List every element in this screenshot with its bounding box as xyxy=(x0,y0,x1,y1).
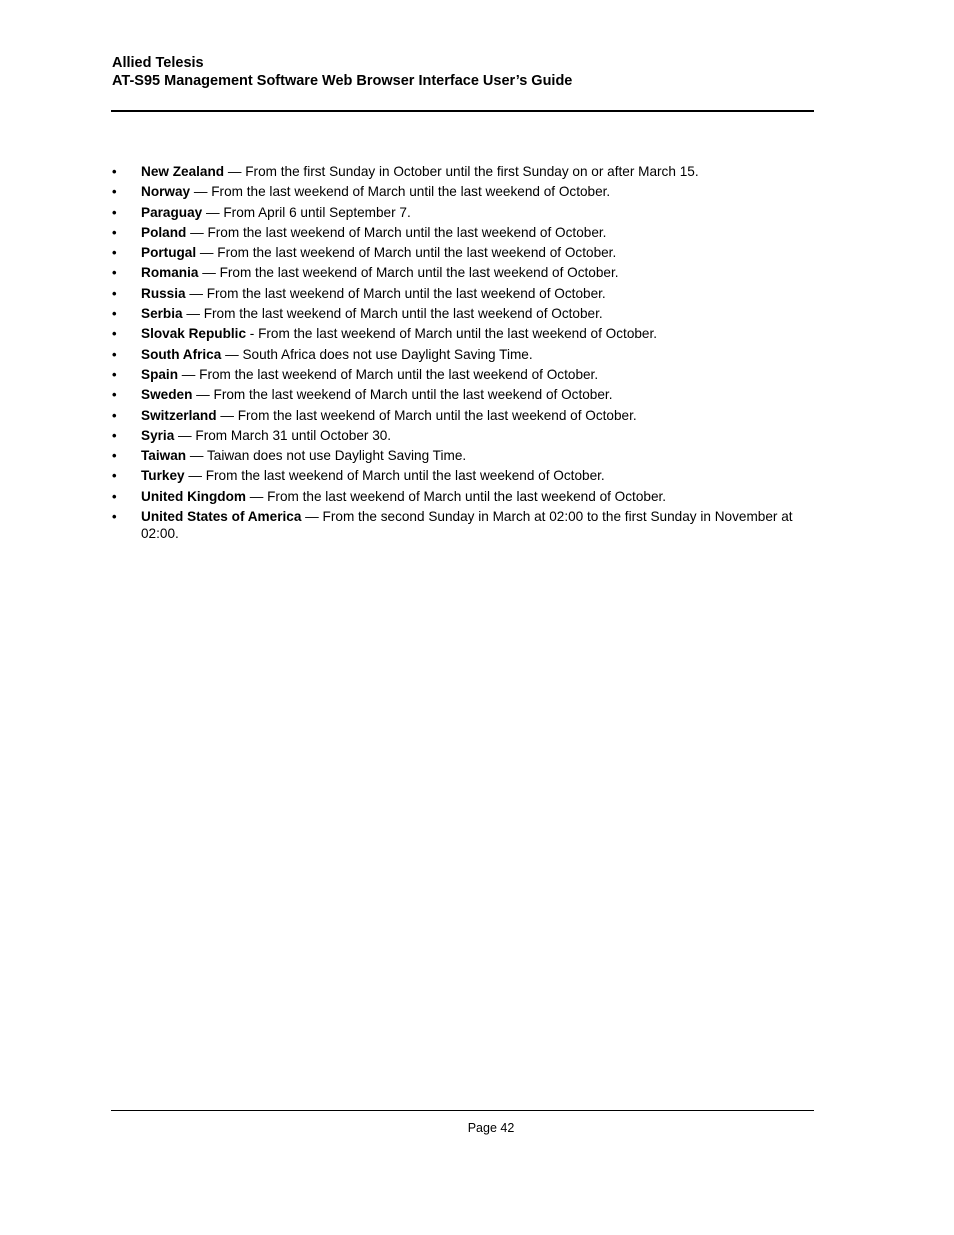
list-item xyxy=(112,508,814,542)
country-name: Sweden xyxy=(141,387,193,403)
bullet-icon: • xyxy=(112,306,117,322)
dst-description: — From March 31 until October 30. xyxy=(174,427,392,443)
list-item xyxy=(112,183,814,200)
list-item xyxy=(112,488,814,505)
dst-description: - From the last weekend of March until the last weekend of October. xyxy=(246,326,658,342)
bullet-icon: • xyxy=(112,346,117,362)
bullet-icon: • xyxy=(112,448,117,464)
bullet-icon: • xyxy=(112,509,117,525)
bullet-icon: • xyxy=(112,224,117,240)
page-number: Page 42 xyxy=(467,1121,515,1135)
list-item xyxy=(112,325,814,342)
bullet-icon: • xyxy=(112,285,117,301)
dst-country-list xyxy=(112,163,814,545)
bullet-icon: • xyxy=(112,366,117,382)
bullet-icon: • xyxy=(112,265,117,281)
dst-description: — From the last weekend of March until the last weekend of October. xyxy=(182,306,603,322)
list-item xyxy=(112,386,814,403)
dst-description: — From the last weekend of March until the last weekend of October. xyxy=(196,245,617,261)
country-name: New Zealand xyxy=(141,164,225,179)
dst-description: — From the last weekend of March until the last weekend of October. xyxy=(245,488,667,504)
country-name: Slovak Republic xyxy=(141,326,247,342)
list-item xyxy=(112,264,814,281)
dst-description: — From the last weekend of March until the last weekend of October. xyxy=(190,184,611,200)
bullet-icon: • xyxy=(112,245,117,261)
list-item xyxy=(112,427,814,444)
country-name: Portugal xyxy=(141,245,197,261)
dst-description: — From the second Sunday in March at 02:00 to the first Sunday in November at 02:00. xyxy=(141,509,793,542)
bullet-icon: • xyxy=(112,468,117,484)
bullet-icon: • xyxy=(112,184,117,200)
country-name: Turkey xyxy=(141,468,185,484)
country-name: Spain xyxy=(141,366,179,382)
page-header xyxy=(112,54,814,90)
dst-description: — Taiwan does not use Daylight Saving Time. xyxy=(186,448,467,464)
bullet-icon: • xyxy=(112,326,117,342)
country-name: Paraguay xyxy=(141,204,203,220)
dst-description: — From the first Sunday in October until the first Sunday on or after March 15. xyxy=(224,164,699,179)
dst-description: — From the last weekend of March until the last weekend of October. xyxy=(185,285,606,301)
country-name: Norway xyxy=(141,184,191,200)
country-name: Serbia xyxy=(141,306,183,322)
country-name: Romania xyxy=(141,265,199,281)
country-name: Poland xyxy=(141,224,187,240)
document-title: AT-S95 Management Software Web Browser Interface User’s Guide xyxy=(112,73,573,89)
dst-description: — South Africa does not use Daylight Saving Time. xyxy=(221,346,533,362)
dst-description: — From the last weekend of March until the last weekend of October. xyxy=(186,224,607,240)
dst-description: — From the last weekend of March until the last weekend of October. xyxy=(198,265,619,281)
company-name: Allied Telesis xyxy=(112,55,204,71)
dst-description: — From the last weekend of March until the last weekend of October. xyxy=(184,468,605,484)
list-item xyxy=(112,346,814,363)
header-divider xyxy=(111,110,814,112)
list-item xyxy=(112,204,814,221)
dst-description: — From April 6 until September 7. xyxy=(202,204,411,220)
country-name: United Kingdom xyxy=(141,488,246,504)
list-item xyxy=(112,467,814,484)
list-item xyxy=(112,305,814,322)
footer-divider xyxy=(111,1110,814,1111)
dst-description: — From the last weekend of March until the last weekend of October. xyxy=(178,366,599,382)
country-name: Syria xyxy=(141,427,175,443)
bullet-icon: • xyxy=(112,488,117,504)
country-name: South Africa xyxy=(141,346,222,362)
country-name: United States of America xyxy=(141,509,302,525)
country-name: Russia xyxy=(141,285,186,301)
bullet-icon: • xyxy=(112,387,117,403)
list-item xyxy=(112,163,814,180)
dst-description: — From the last weekend of March until the last weekend of October. xyxy=(192,387,613,403)
list-item xyxy=(112,366,814,383)
country-name: Switzerland xyxy=(141,407,217,423)
list-item xyxy=(112,285,814,302)
list-item xyxy=(112,447,814,464)
bullet-icon: • xyxy=(112,427,117,443)
bullet-icon: • xyxy=(112,164,117,179)
bullet-icon: • xyxy=(112,407,117,423)
list-item xyxy=(112,224,814,241)
list-item xyxy=(112,244,814,261)
country-name: Taiwan xyxy=(141,448,187,464)
dst-description: — From the last weekend of March until the last weekend of October. xyxy=(216,407,637,423)
list-item xyxy=(112,407,814,424)
bullet-icon: • xyxy=(112,204,117,220)
